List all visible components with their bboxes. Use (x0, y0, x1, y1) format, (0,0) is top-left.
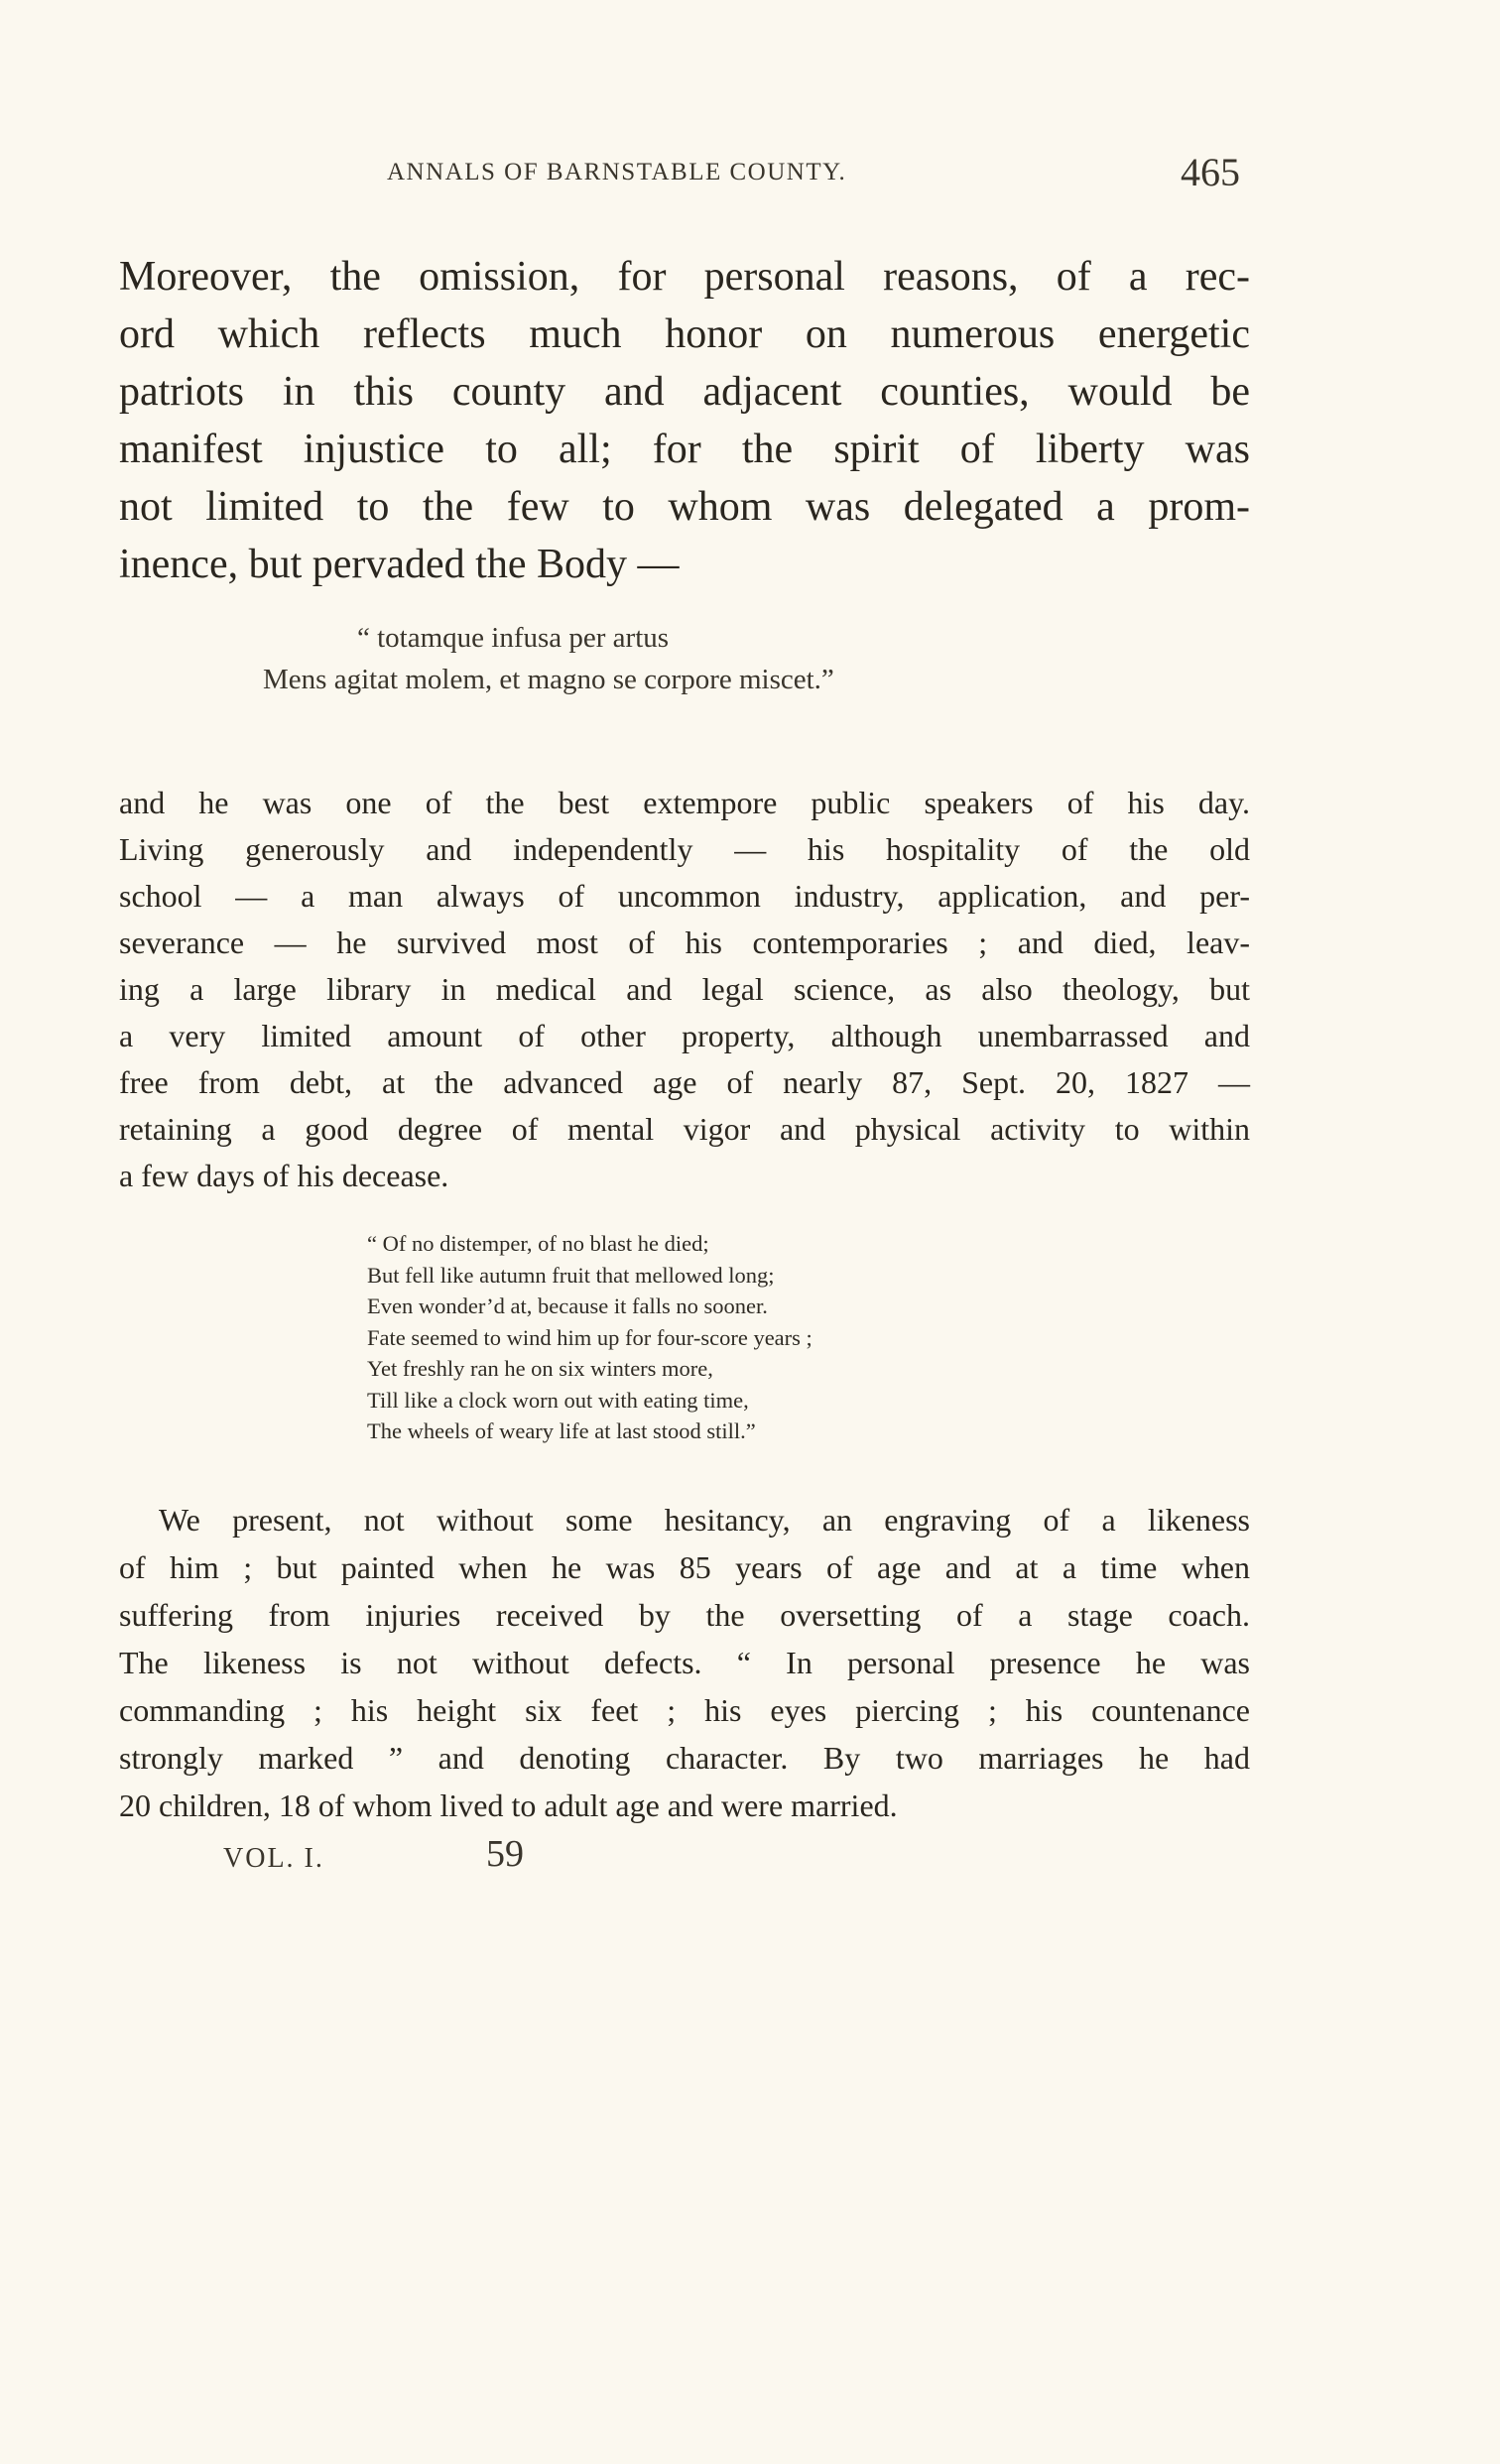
text-line: commanding ; his height six feet ; his eyes piercing ; his countenance (119, 1692, 1250, 1728)
text-line: severance — he survived most of his contemporaries ; and died, leav- (119, 924, 1250, 960)
text-line: school — a man always of uncommon industry, application, and per- (119, 878, 1250, 914)
text-line: of him ; but painted when he was 85 years of age and at a time when (119, 1549, 1250, 1585)
quote-line: Mens agitat molem, et magno se corpore miscet.” (263, 664, 834, 695)
text-line: manifest injustice to all; for the spirit of liberty was (119, 427, 1250, 472)
text-line: and he was one of the best extempore public speakers of his day. (119, 785, 1250, 820)
running-head: ANNALS OF BARNSTABLE COUNTY. (387, 159, 847, 185)
poem-quotation (367, 1228, 812, 1447)
sheet-number: 59 (486, 1833, 524, 1875)
text-line: strongly marked ” and denoting character. By two marriages he had (119, 1740, 1250, 1776)
text-line: patriots in this county and adjacent counties, would be (119, 369, 1250, 415)
latin-quotation (263, 617, 834, 700)
text-line: We present, not without some hesitancy, an engraving of a likeness (159, 1502, 1250, 1538)
poem-line: Yet freshly ran he on six winters more, (367, 1356, 713, 1381)
paragraph-biography (119, 780, 1250, 1199)
volume-signature: VOL. I. (223, 1843, 324, 1874)
poem-line: Fate seemed to wind him up for four-score years ; (367, 1324, 812, 1350)
page-number: 465 (1181, 150, 1240, 194)
poem-line: Even wonder’d at, because it falls no sooner. (367, 1294, 768, 1318)
poem-line: “ Of no distemper, of no blast he died; (367, 1231, 709, 1256)
text-line: The likeness is not without defects. “ In personal presence he was (119, 1645, 1250, 1680)
text-line: 20 children, 18 of whom lived to adult age and were married. (119, 1787, 898, 1823)
text-line: inence, but pervaded the Body — (119, 542, 680, 587)
text-line: a very limited amount of other property, although unembarrassed and (119, 1018, 1250, 1053)
poem-line: The wheels of weary life at last stood still.” (367, 1418, 756, 1443)
text-line: not limited to the few to whom was delegated a prom- (119, 484, 1250, 530)
text-line: suffering from injuries received by the oversetting of a stage coach. (119, 1597, 1250, 1633)
text-line: free from debt, at the advanced age of nearly 87, Sept. 20, 1827 — (119, 1064, 1250, 1100)
text-line: Living generously and independently — his hospitality of the old (119, 831, 1250, 867)
paragraph-likeness (119, 1496, 1250, 1829)
text-line: ord which reflects much honor on numerous energetic (119, 311, 1250, 357)
quote-line: “ totamque infusa per artus (357, 622, 670, 654)
text-line: retaining a good degree of mental vigor and physical activity to within (119, 1111, 1250, 1147)
poem-line: But fell like autumn fruit that mellowed long; (367, 1262, 775, 1288)
paragraph-opening (119, 248, 1250, 593)
text-line: Moreover, the omission, for personal reasons, of a rec- (119, 254, 1250, 300)
text-line: ing a large library in medical and legal science, as also theology, but (119, 971, 1250, 1007)
text-line: a few days of his decease. (119, 1158, 449, 1193)
poem-line: Till like a clock worn out with eating time, (367, 1387, 749, 1413)
